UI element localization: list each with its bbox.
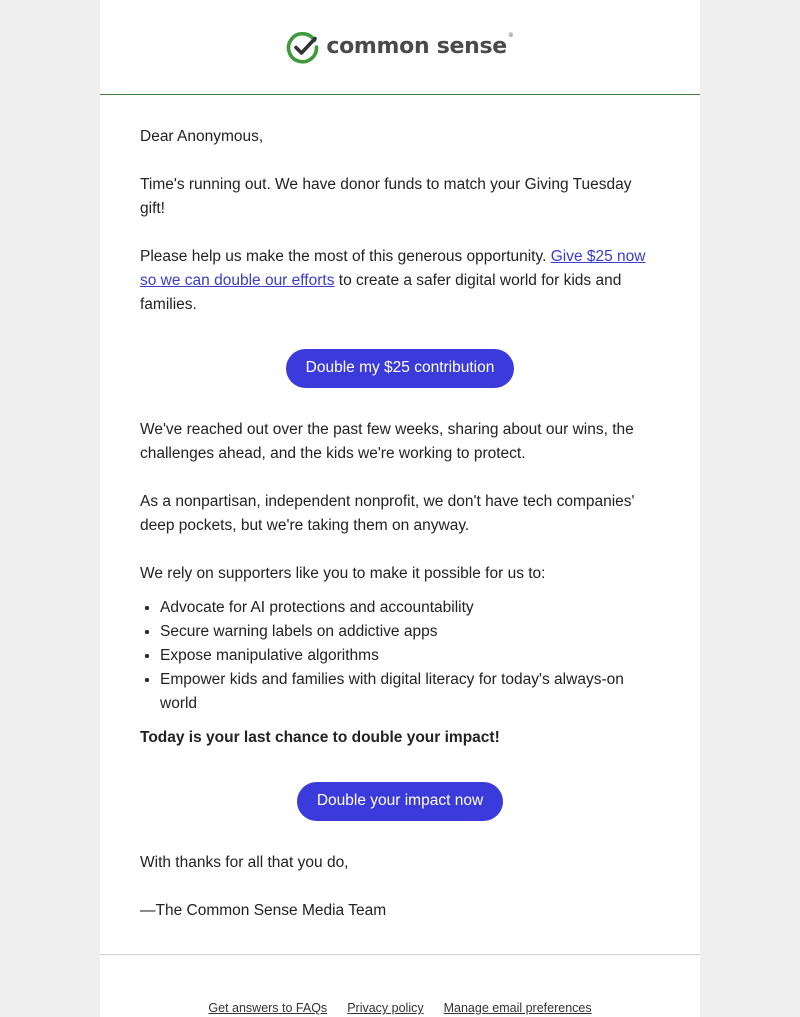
help-paragraph: Please help us make the most of this generous opportunity. Give $25 now so we can double our efforts to create a safer digital world for kids and families. — [140, 248, 646, 313]
logo-wordmark: common sense® — [326, 31, 514, 59]
footer-links — [208, 1001, 591, 1015]
common-sense-logo[interactable] — [286, 30, 513, 64]
faq-link[interactable]: Get answers to FAQs — [208, 1001, 328, 1015]
checkmark-circle-icon — [286, 30, 320, 64]
list-item: • Advocate for AI protections and accountability — [160, 596, 660, 620]
thanks-line: With thanks for all that you do, — [140, 854, 349, 871]
signature: —The Common Sense Media Team — [140, 902, 387, 919]
list-item: • Empower kids and families with digital literacy for today's always-on world — [160, 668, 660, 716]
goals-list — [140, 596, 660, 716]
rely-on-paragraph: We rely on supporters like you to make it possible for us to: — [140, 565, 546, 582]
primary-cta-wrapper — [140, 349, 660, 388]
give-25-link[interactable]: Give $25 now so we can double our efforts — [140, 248, 646, 289]
email-header — [100, 0, 700, 95]
greeting: Dear Anonymous, — [140, 128, 264, 145]
secondary-cta-wrapper — [140, 782, 660, 821]
list-item: • Expose manipulative algorithms — [160, 644, 660, 668]
email-footer — [100, 954, 700, 1017]
double-contribution-button[interactable]: Double my $25 contribution — [286, 349, 515, 388]
nonpartisan-paragraph: As a nonpartisan, independent nonprofit, we don't have tech companies' deep pockets, but we're taking them on anyway. — [140, 493, 635, 534]
email-preferences-link[interactable]: Manage email preferences — [443, 1001, 592, 1015]
intro-paragraph: Time's running out. We have donor funds to match your Giving Tuesday gift! — [140, 176, 632, 217]
last-chance-heading: Today is your last chance to double your impact! — [140, 729, 500, 746]
reached-out-paragraph: We've reached out over the past few weeks, sharing about our wins, the challenges ahead, and the kids we're working to protect. — [140, 421, 634, 462]
email-body — [100, 95, 700, 923]
double-impact-button[interactable]: Double your impact now — [297, 782, 503, 821]
list-item: • Secure warning labels on addictive apps — [160, 620, 660, 644]
privacy-policy-link[interactable]: Privacy policy — [347, 1001, 424, 1015]
email-container — [100, 0, 700, 1017]
